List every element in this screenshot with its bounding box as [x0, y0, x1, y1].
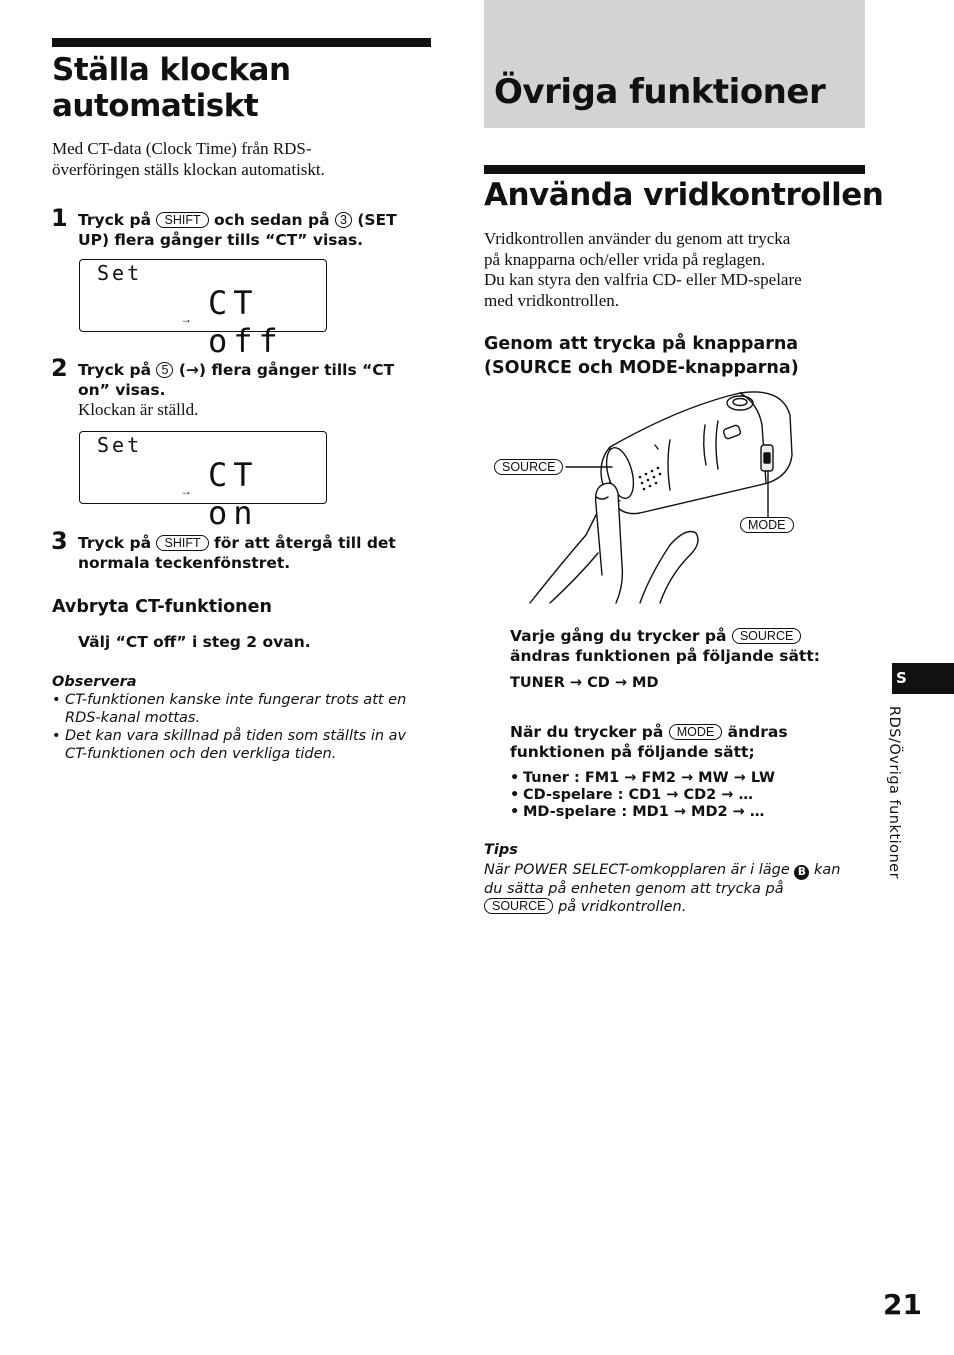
step-3-text	[78, 533, 428, 573]
subheading-line-1: Genom att trycka på knapparna	[484, 334, 799, 354]
chapter-title: Övriga funktioner	[494, 72, 826, 112]
note-2-line-2: CT-funktionen och den verkliga tiden.	[65, 746, 337, 762]
lcd-top-text: Set	[97, 433, 143, 457]
step-1-mid: och sedan på	[214, 211, 330, 229]
mode-key: MODE	[669, 724, 723, 740]
lcd-arrow-icon: →	[180, 484, 192, 498]
step-1-line-2: UP) flera gånger tills “CT” visas.	[78, 231, 364, 249]
left-intro	[52, 139, 325, 180]
lcd-main-text: CT off	[208, 284, 284, 360]
lcd-main-text: CT on	[208, 456, 259, 532]
mode-para-post: ändras	[727, 723, 788, 741]
note-2-line-1: Det kan vara skillnad på tiden som ställts in av	[65, 728, 407, 744]
lcd-arrow-icon: →	[180, 312, 192, 326]
note-item	[52, 691, 432, 727]
step-2-line-2: on” visas.	[78, 381, 166, 399]
rotary-commander-illustration	[490, 385, 800, 605]
step-2-text	[78, 360, 428, 420]
section-title-rule	[484, 165, 865, 174]
list-item: • Tuner : FM1 → FM2 → MW → LW	[510, 770, 775, 787]
step-2-number: 2	[51, 354, 68, 382]
note-1-line-2: RDS-kanal mottas.	[65, 710, 201, 726]
mode-para-pre: När du trycker på	[510, 723, 664, 741]
source-para-line-2: ändras funktionen på följande sätt:	[510, 647, 820, 665]
mode-label: MODE	[740, 517, 794, 533]
step-1-post: (SET	[357, 211, 397, 229]
source-sequence: TUNER → CD → MD	[510, 675, 659, 691]
step-3-line-2: normala teckenfönstret.	[78, 554, 291, 572]
section-title: Använda vridkontrollen	[484, 177, 884, 213]
language-tab-label: S	[896, 669, 907, 687]
chapter-band	[484, 0, 865, 128]
tips-text	[484, 861, 864, 916]
cancel-text: Välj “CT off” i steg 2 ovan.	[78, 633, 311, 651]
step-1-number: 1	[51, 204, 68, 232]
key-5: 5	[156, 362, 173, 378]
shift-key: SHIFT	[156, 535, 208, 551]
subheading-line-2: (SOURCE och MODE-knapparna)	[484, 358, 799, 378]
cancel-heading: Avbryta CT-funktionen	[52, 597, 272, 617]
intro-line-2: på knapparna och/eller vrida på reglagen.	[484, 249, 766, 269]
step-3-post: för att återgå till det	[214, 534, 396, 552]
mode-para-line-2: funktionen på följande sätt;	[510, 743, 755, 761]
list-item: • MD-spelare : MD1 → MD2 → …	[510, 804, 775, 821]
note-list	[52, 691, 432, 763]
tips-line-2: du sätta på enheten genom att trycka på	[484, 881, 784, 897]
mode-list	[510, 770, 775, 821]
tips-line-1-post: kan	[814, 862, 841, 878]
step-2-post: (→) flera gånger tills “CT	[178, 361, 395, 379]
title-line-2: automatiskt	[52, 88, 259, 124]
page-number: 21	[883, 1288, 922, 1321]
key-3: 3	[335, 212, 352, 228]
step-1-text	[78, 210, 428, 250]
lcd-display-ct-on	[79, 431, 327, 532]
lcd-display-ct-off	[79, 259, 327, 360]
buttons-subheading	[484, 332, 799, 380]
tips-line-3-post: på vridkontrollen.	[558, 899, 687, 915]
intro-line-1: Vridkontrollen använder du genom att trycka	[484, 229, 791, 248]
tips-line-1-pre: När POWER SELECT-omkopplaren är i läge	[484, 862, 790, 878]
language-tab	[892, 663, 954, 694]
note-item	[52, 727, 432, 763]
intro-line-4: med vridkontrollen.	[484, 290, 620, 310]
source-key: SOURCE	[732, 628, 801, 644]
side-section-label: RDS/Övriga funktioner	[886, 706, 902, 880]
list-item: • CD-spelare : CD1 → CD2 → …	[510, 787, 775, 804]
intro-line-2: överföringen ställs klockan automatiskt.	[52, 159, 325, 179]
source-para-pre: Varje gång du trycker på	[510, 627, 727, 645]
note-1-line-1: CT-funktionen kanske inte fungerar trots att en	[65, 692, 407, 708]
mode-paragraph	[510, 722, 860, 762]
note-heading: Observera	[52, 674, 137, 690]
shift-key: SHIFT	[156, 212, 208, 228]
intro-line-1: Med CT-data (Clock Time) från RDS-	[52, 139, 312, 158]
tips-heading: Tips	[484, 842, 518, 858]
left-page-title	[52, 52, 291, 124]
step-1-pre: Tryck på	[78, 211, 152, 229]
position-b-badge: B	[794, 865, 809, 880]
lcd-top-text: Set	[97, 261, 143, 285]
source-label: SOURCE	[494, 459, 563, 475]
source-paragraph	[510, 626, 860, 666]
step-2-line-3: Klockan är ställd.	[78, 400, 199, 419]
step-3-pre: Tryck på	[78, 534, 152, 552]
step-3-number: 3	[51, 527, 68, 555]
left-title-rule	[52, 38, 431, 47]
step-2-pre: Tryck på	[78, 361, 152, 379]
source-key: SOURCE	[484, 898, 553, 914]
section-intro	[484, 229, 864, 311]
title-line-1: Ställa klockan	[52, 52, 291, 88]
intro-line-3: Du kan styra den valfria CD- eller MD-spelare	[484, 270, 802, 289]
